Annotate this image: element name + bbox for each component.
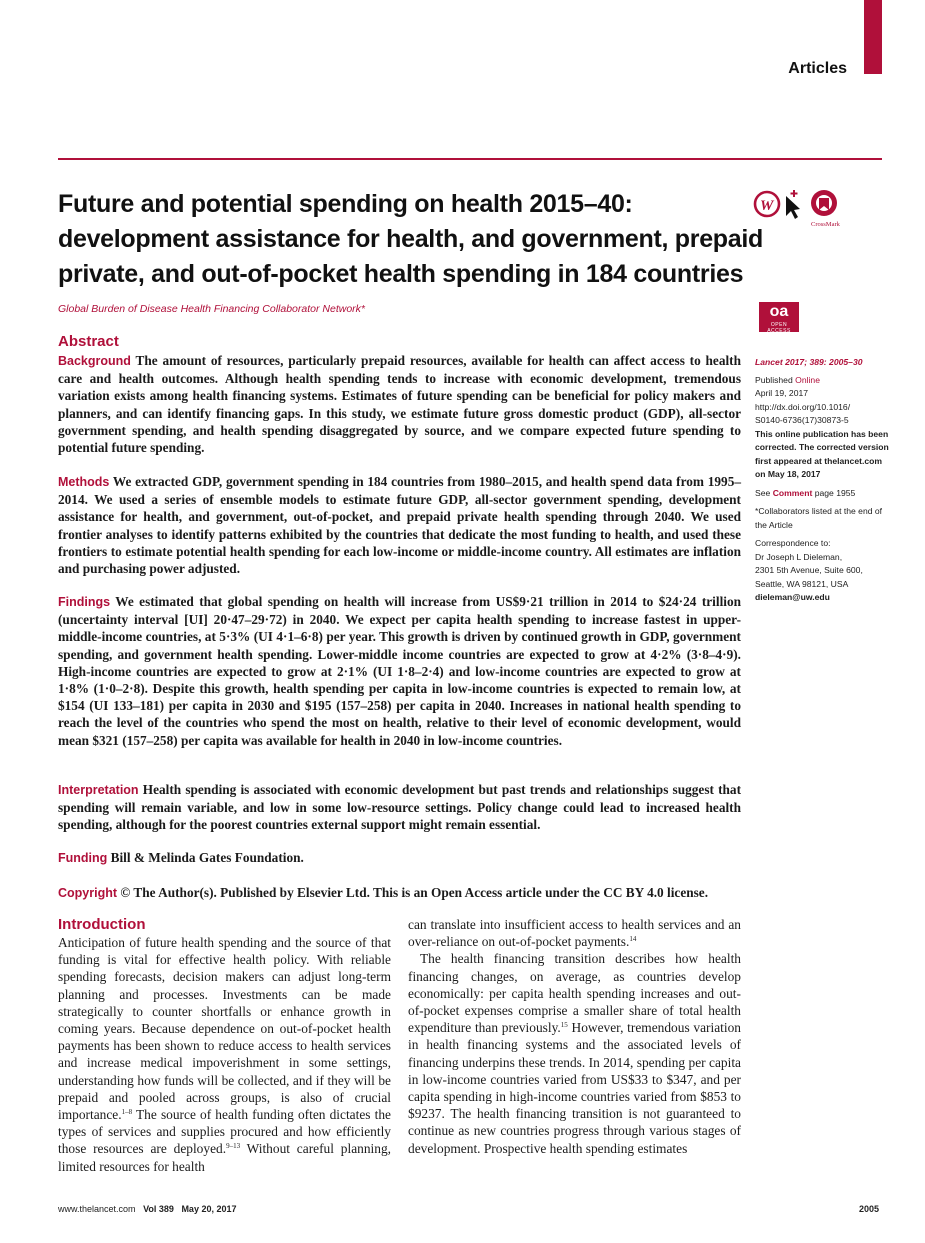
correspondence-address-1: 2301 5th Avenue, Suite 600, [755,565,863,575]
intro-p1b-text: The source of health funding often dictates the types of services and supplies procured and how efficiently those resources are deployed. [58,1107,391,1157]
title-line-3: private, and out-of-pocket health spending in 184 countries [58,260,744,288]
intro-p2b-text: However, tremendous variation in health financing systems and the associated levels of financing underpins these trends. In 2014, spending per capita in low-income countries varied from US$33 to $347, and per capita spending in high-income countries varied from $853 to $9237. The health financing transition is not guaranteed to continue as new countries progress through various stages of development. Prospective health spending estimates [408,1020,741,1156]
article-sidebar [755,356,890,605]
oa-badge-subtext: OPEN ACCESS [767,322,791,334]
citation: Lancet 2017; 389: 2005–30 [755,357,863,367]
published-online-link[interactable]: Online [795,374,820,385]
intro-paragraph-2 [408,950,741,1156]
interpretation-label: Interpretation [58,783,139,797]
abstract-funding [58,849,741,867]
correspondence-name: Dr Joseph L Dieleman, [755,551,843,562]
abstract-copyright [58,884,741,902]
published-prefix: Published [755,374,796,385]
correction-note: This online publication has been corrected. The corrected version first appeared at thelancet.com on May 18, 2017 [755,428,889,479]
see-prefix: See [755,487,773,498]
abstract-methods [58,473,741,577]
abstract-interpretation [58,781,741,834]
see-suffix: page 1955 [812,487,856,498]
title-line-2: development assistance for health, and government, prepaid [58,225,764,253]
article-badges [752,188,852,228]
oa-badge-text: oa [769,303,789,320]
correspondence-email[interactable]: dieleman@uw.edu [755,592,830,602]
open-access-badge [759,302,799,332]
ref-9-13[interactable]: 9–13 [226,1142,241,1151]
published-line [755,374,890,388]
comment-link[interactable]: Comment [772,487,813,498]
findings-text: We estimated that global spending on health will increase from US$9·21 trillion in 2014 to $24·24 trillion (uncertainty interval [UI] 20·47–29·72) in 2040. We expect per capita health spending to increase fastest in upper-middle-income countries, at 5·3% (UI 4·1–6·8) per year. This growth is driven by continued growth in GDP, government spending, and government health spending. Lower-middle income countries are expected to grow at 4·2% (3·8–4·9). High-income countries are expected to grow at 2·1% (UI 1·8–2·4) and low-income countries are expected to grow at 1·8% (1·0–2·8). Despite this growth, health spending per capita in low-income countries is expected to remain low, at $154 (UI 133–181) per capita in 2030 and $195 (157–258) per capita in 2040. Increases in national health spending to reach the level of the countries who spend the most on health, relative to their level of economic development, would mean $321 (157–258) per capita was available for health in 2040 in low-income countries. [58,594,741,748]
footer-journal-info [58,1204,236,1214]
doi-line-2[interactable]: S0140-6736(17)30873-5 [755,415,849,425]
footer-volume: Vol 389 [143,1204,174,1214]
intro-column-right [408,916,741,1157]
methods-label: Methods [58,475,110,489]
introduction-heading: Introduction [58,916,146,933]
background-label: Background [58,354,131,368]
web-first-icon[interactable] [755,192,779,216]
intro-p2-text: The health financing transition describes how health financing changes, on average, as countries develop economically: per capita health spending increases and out-of-pocket expenses comprise a smaller share of total health expenditure than previously. [408,951,741,1036]
published-date: April 19, 2017 [755,388,809,398]
copyright-text: © The Author(s). Published by Elsevier Ltd. This is an Open Access article under the CC BY 4.0 license. [117,885,709,900]
intro-p1c-text: Without careful planning, limited resources for health [58,1141,391,1174]
ref-14[interactable]: 14 [629,935,637,944]
copyright-label: Copyright [58,886,118,900]
ref-15[interactable]: 15 [560,1021,568,1030]
doi-line-1[interactable]: http://dx.doi.org/10.1016/ [755,401,851,412]
funding-label: Funding [58,851,108,865]
crossmark-icon[interactable] [811,190,841,228]
footer-date: May 20, 2017 [181,1204,237,1214]
ref-1-8[interactable]: 1–8 [121,1108,133,1117]
abstract-heading: Abstract [58,333,119,350]
correspondence-address-2: Seattle, WA 98121, USA [755,578,849,589]
background-text: The amount of resources, particularly prepaid resources, available for health can affect access to health care and health outcomes. Although health spending tends to increase with economic development, tremendous variation exists among health financing systems. Estimates of future spending can be beneficial for policy makers and planners, and can identify financing gaps. In this study, we estimate future gross domestic product (GDP), all-sector government spending, and health spending disaggregated by source, and we compare expected future spending to potential future spending. [58,353,741,456]
correspondence-label: Correspondence to: [755,538,831,548]
collaborators-note: *Collaborators listed at the end of the Article [755,506,883,530]
intro-paragraph-1 [58,934,391,1175]
funding-text: Bill & Melinda Gates Foundation. [107,850,304,865]
intro-p1-text: Anticipation of future health spending and the source of that funding is vital for effective health policy. With reliable spending forecasts, decision makers can adjust long-term planning and processes. Investments can be made strategically to counter shortfalls or enhance growth in coming years. Because dependence on out-of-pocket health payments has been shown to reduce access to health services and increase medical impoverishment in some settings, understanding how funds will be collected, and if they will be prepaid and pooled across groups, is also of crucial importance. [58,935,391,1123]
author-group[interactable]: Global Burden of Disease Health Financing Collaborator Network* [58,303,365,315]
crossmark-label: CrossMark [811,221,840,228]
findings-label: Findings [58,595,111,609]
cursor-icon [786,190,800,219]
svg-text:W: W [760,198,774,214]
section-label: Articles [788,60,847,77]
corner-accent-bar [864,0,882,74]
title-line-1: Future and potential spending on health 2015–40: [58,190,633,218]
footer-site[interactable]: www.thelancet.com [58,1204,136,1214]
badge-icons [752,188,852,230]
page-number: 2005 [858,1204,879,1214]
intro-column-left [58,934,391,1175]
abstract-findings [58,593,741,749]
methods-text: We extracted GDP, government spending in 184 countries from 1980–2015, and health spend data from 1995–2014. We used a series of ensemble models to estimate future GDP, all-sector government spending, development assistance for health, and government, out-of-pocket, and prepaid private health spending through 2040. We used frontier analyses to identify patterns exhibited by the countries that dedicate the most funding to health, and used these frontiers to estimate potential health spending for each low-income or middle-income country. All estimates are inflation and purchasing power adjusted. [58,474,741,577]
intro-p0-text: can translate into insufficient access to health services and an over-reliance on out-of-pocket payments. [408,917,741,950]
see-comment-line [755,487,890,501]
abstract-background [58,352,741,456]
intro-paragraph-continued [408,916,741,950]
interpretation-text: Health spending is associated with economic development but past trends and relationships suggest that spending will remain variable, and low in some low-resource settings. Policy change could lead to increased health spending, although for the poorest countries external support might remain essential. [58,782,741,833]
article-title [58,187,764,292]
header-divider [58,158,882,160]
